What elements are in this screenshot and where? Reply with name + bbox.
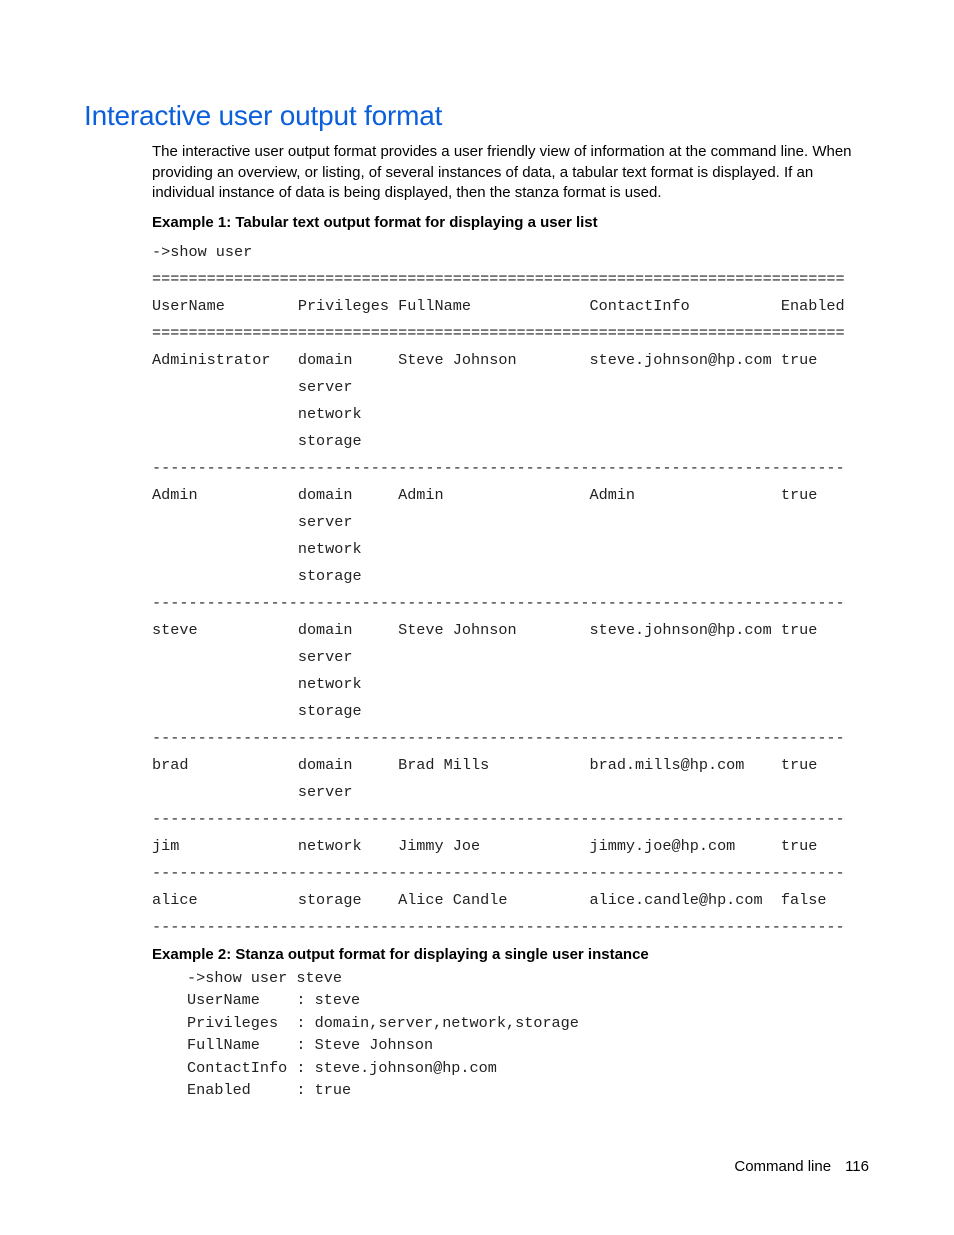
user-list-table (152, 239, 845, 941)
stanza-line: FullName : Steve Johnson (187, 1036, 434, 1055)
intro-paragraph: The interactive user output format provides a user friendly view of information at the command line. When providing an overview, or listing, of several instances of data, a tabular text format is displayed. If an individual instance of data is being displayed, then the stanza format is used. (152, 143, 852, 201)
row-separator: ---------------------------------------------------------------------------- (152, 594, 845, 612)
row-separator: ---------------------------------------------------------------------------- (152, 864, 845, 882)
table-row-continuation: network (152, 675, 362, 693)
table-row: jim network Jimmy Joe jimmy.joe@hp.com true (152, 837, 818, 855)
row-separator: ---------------------------------------------------------------------------- (152, 810, 845, 828)
table-row-continuation: network (152, 540, 362, 558)
page-title: Interactive user output format (84, 100, 443, 131)
table-row: Administrator domain Steve Johnson steve.johnson@hp.com true (152, 351, 818, 369)
stanza-line: ->show user steve (187, 969, 342, 987)
footer-section: Command line (734, 1158, 832, 1175)
table-row-continuation: server (152, 378, 353, 396)
table-row: alice storage Alice Candle alice.candle@hp.com false (152, 891, 827, 909)
table-row-continuation: storage (152, 567, 362, 585)
table-row: Admin domain Admin Admin true (152, 486, 818, 504)
command-line: ->show user (152, 243, 253, 261)
table-row-continuation: storage (152, 432, 362, 450)
table-row-continuation: server (152, 513, 353, 531)
stanza-output (187, 967, 579, 1101)
page-footer (734, 1157, 869, 1177)
table-row-continuation: storage (152, 702, 362, 720)
double-rule: ============================================================================ (152, 324, 845, 342)
table-header: UserName Privileges FullName ContactInfo Enabled (152, 297, 845, 315)
example1-heading: Example 1: Tabular text output format for displaying a user list (152, 214, 598, 231)
double-rule: ============================================================================ (152, 270, 845, 288)
example2-heading: Example 2: Stanza output format for displaying a single user instance (152, 946, 649, 963)
page-number: 116 (845, 1158, 869, 1175)
table-row-continuation: server (152, 783, 353, 801)
table-row: steve domain Steve Johnson steve.johnson@hp.com true (152, 621, 818, 639)
row-separator: ---------------------------------------------------------------------------- (152, 459, 845, 477)
stanza-line: Privileges : domain,server,network,storage (187, 1013, 579, 1032)
table-row-continuation: network (152, 405, 362, 423)
stanza-line: ContactInfo : steve.johnson@hp.com (187, 1058, 497, 1077)
stanza-line: UserName : steve (187, 991, 361, 1010)
table-row-continuation: server (152, 648, 353, 666)
stanza-line: Enabled : true (187, 1081, 352, 1100)
row-separator: ---------------------------------------------------------------------------- (152, 729, 845, 747)
row-separator: ---------------------------------------------------------------------------- (152, 918, 845, 936)
table-row: brad domain Brad Mills brad.mills@hp.com true (152, 756, 818, 774)
